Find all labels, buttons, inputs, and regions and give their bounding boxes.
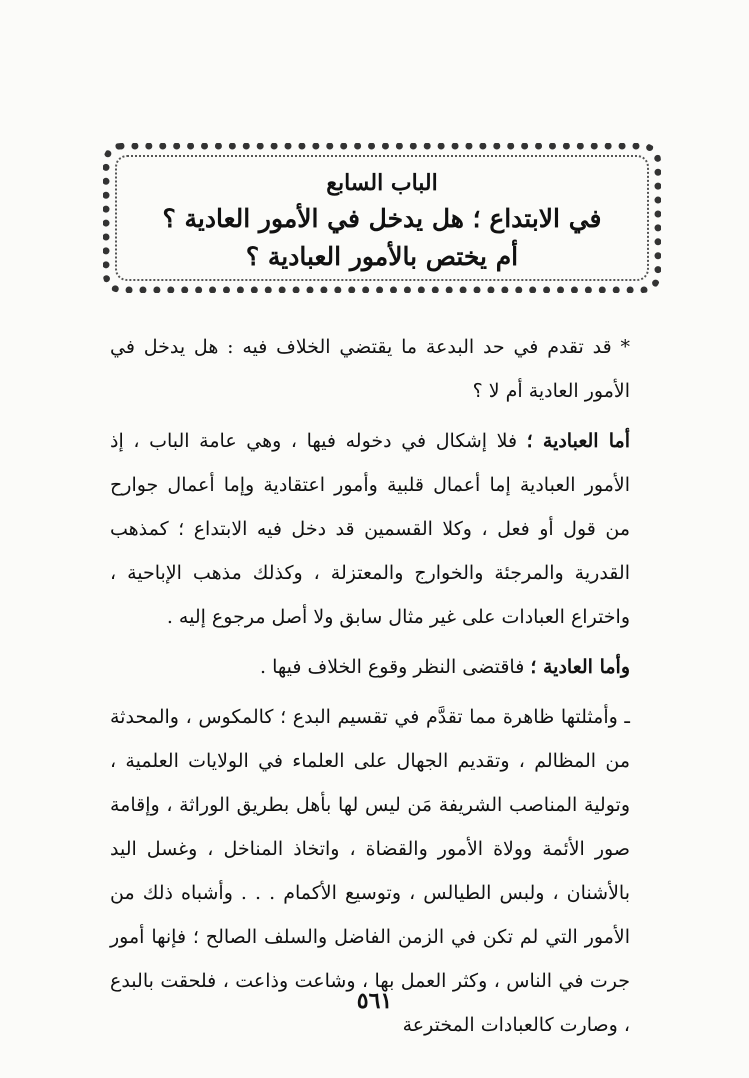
paragraph-2-lead: أما العبادية ؛ (526, 430, 630, 452)
paragraph-3 (110, 645, 630, 689)
paragraph-4-text: ـ وأمثلتها ظاهرة مما تقدَّم في تقسيم البدع ؛ كالمكوس ، والمحدثة من المظالم ، وتقديم الجهال على العلماء في الولايات العلمية ، وتولية المناصب الشريفة مَن ليس لها بأهل بطريق الوراثة ، وإقامة صور الأئمة وولاة الأمور والقضاة ، واتخاذ المناخل ، وغسل اليد بالأشنان ، ولبس الطيالس ، وتوسيع الأكمام . . . وأشباه ذلك من الأمور التي لم تكن في الزمن الفاضل والسلف الصالح ؛ فإنها أمور جرت في الناس ، وكثر العمل بها ، وشاعت وذاعت ، فلحقت بالبدع ، وصارت كالعبادات المخترعة (110, 706, 630, 1036)
paragraph-3-lead: وأما العادية ؛ (530, 656, 630, 678)
body-text (110, 325, 630, 1053)
page-number: ٥٦١ (356, 988, 393, 1014)
chapter-heading: الباب السابع (326, 170, 438, 196)
paragraph-1-text: * قد تقدم في حد البدعة ما يقتضي الخلاف فيه : هل يدخل في الأمور العادية أم لا ؟ (110, 336, 630, 402)
chapter-question-line-2: أم يختص بالأمور العبادية ؟ (245, 242, 519, 271)
chapter-title-frame (103, 143, 661, 293)
chapter-question-line-1: في الابتداع ؛ هل يدخل في الأمور العادية ؟ (162, 204, 602, 233)
paragraph-3-text: فاقتضى النظر وقوع الخلاف فيها . (260, 656, 531, 678)
paragraph-2-text: فلا إشكال في دخوله فيها ، وهي عامة الباب ، إذ الأمور العبادية إما أعمال قلبية وأمور اعتقادية وإما أعمال جوارح من قول أو فعل ، وكلا القسمين قد دخل فيه الابتداع ؛ كمذهب القدرية والمرجئة والخوارج والمعتزلة ، وكذلك مذهب الإباحية ، واختراع العبادات على غير مثال سابق ولا أصل مرجوع إليه . (110, 430, 630, 628)
paragraph-2 (110, 419, 630, 639)
paragraph-1 (110, 325, 630, 413)
